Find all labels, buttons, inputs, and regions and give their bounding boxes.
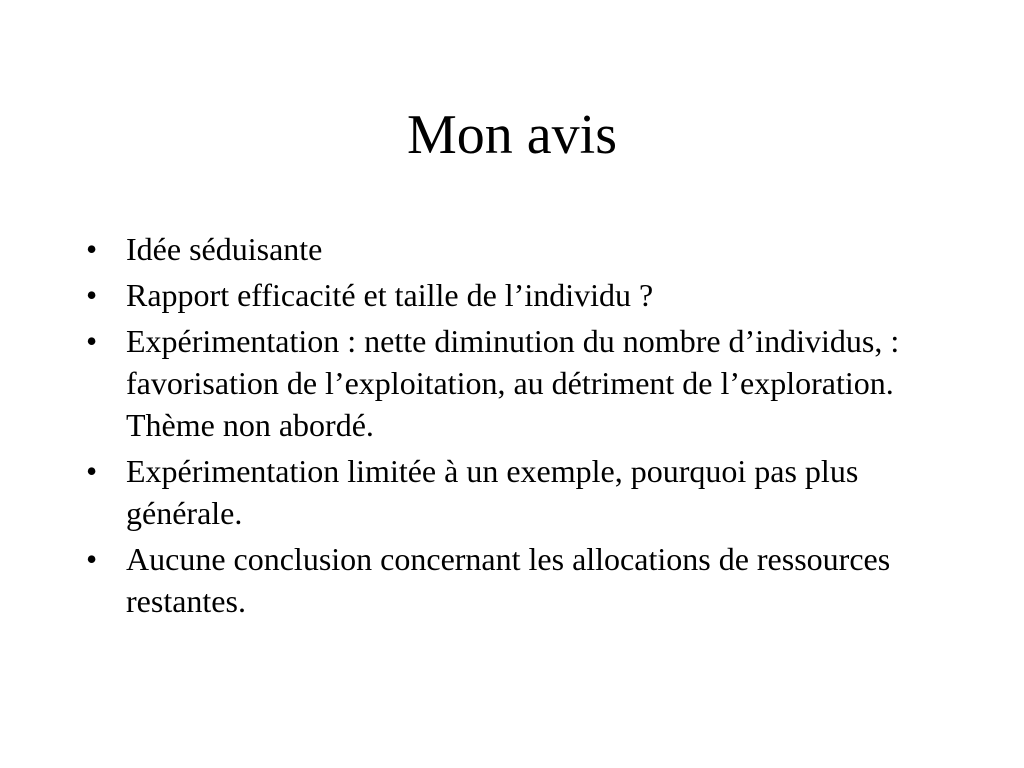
bullet-text: Aucune conclusion concernant les allocations de ressources restantes. (126, 541, 891, 619)
bullet-item (86, 320, 946, 446)
bullet-text: Idée séduisante (126, 231, 323, 267)
bullet-list (86, 228, 946, 626)
bullet-text: Expérimentation : nette diminution du nombre d’individus, : favorisation de l’exploitation, au détriment de l’exploration. Thème non abordé. (126, 323, 900, 443)
bullet-text: Expérimentation limitée à un exemple, pourquoi pas plus générale. (126, 453, 859, 531)
slide-title: Mon avis (407, 104, 617, 166)
bullet-marker: • (86, 453, 98, 489)
bullet-item (86, 274, 946, 316)
bullet-item (86, 228, 946, 270)
bullet-marker: • (86, 231, 98, 267)
bullet-text: Rapport efficacité et taille de l’individu ? (126, 277, 654, 313)
bullet-marker: • (86, 277, 98, 313)
bullet-marker: • (86, 323, 98, 359)
bullet-item (86, 450, 946, 534)
bullet-marker: • (86, 541, 98, 577)
bullet-item (86, 538, 946, 622)
